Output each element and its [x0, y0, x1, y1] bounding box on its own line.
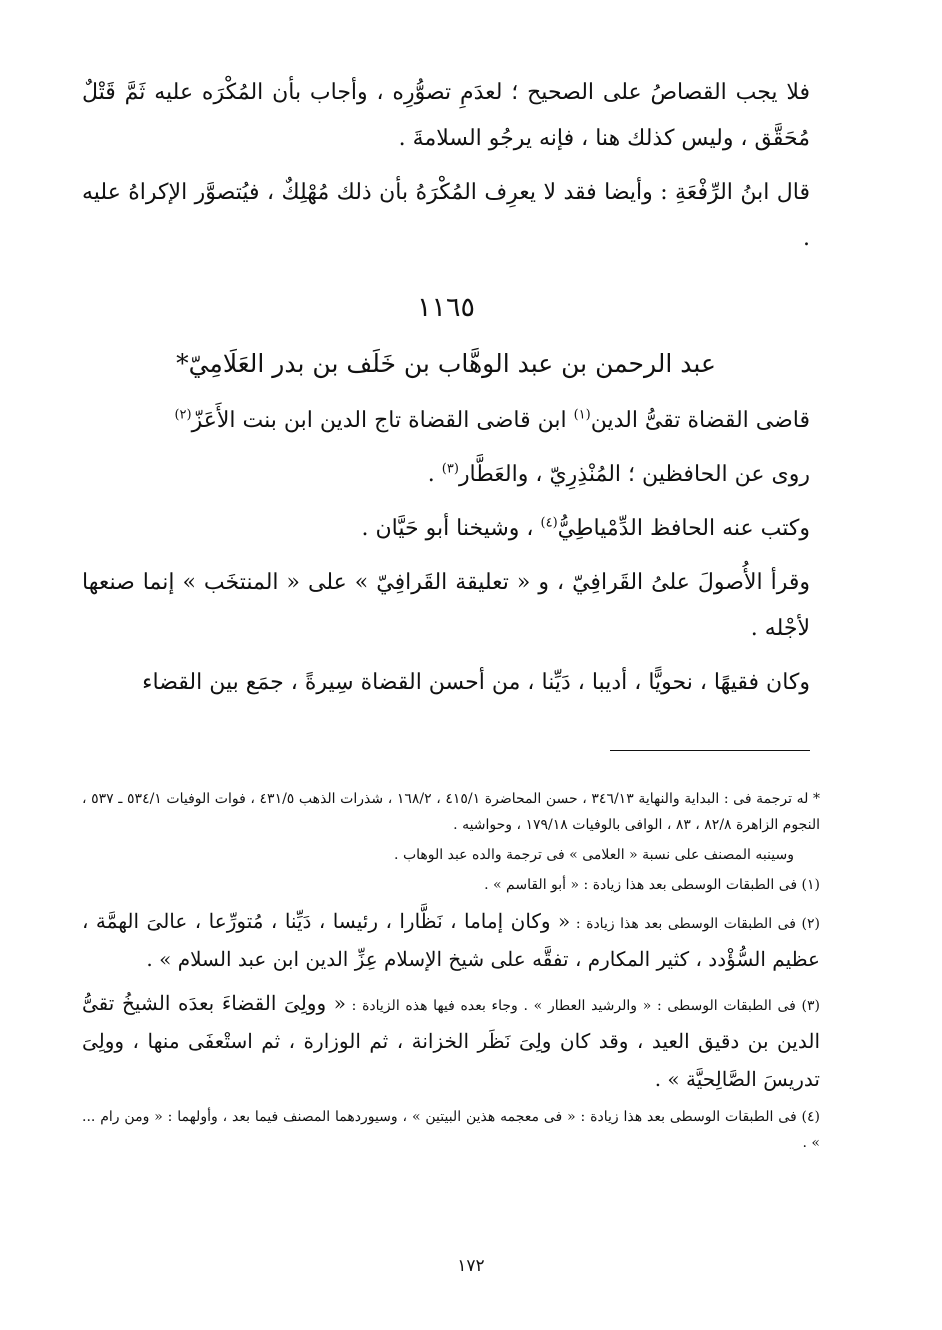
entry-line-title	[82, 398, 810, 444]
entry-line-students	[82, 506, 810, 552]
footnote-2-intro: (٢) فى الطبقات الوسطى بعد هذا زيادة :	[570, 916, 821, 932]
entry-line-students-text: وكتب عنه الحافظ الدِّمْياطِيُّ	[557, 516, 810, 541]
entry-line-narration-text: روى عن الحافظين ؛ المُنْذِرِيّ ، والعَطَّار	[458, 462, 810, 487]
footnote-3	[82, 984, 820, 1098]
entry-line-students-end: ، وشيخنا أبو حَيَّان .	[361, 516, 541, 541]
footnote-4: (٤) فى الطبقات الوسطى بعد هذا زيادة : « فى معجمه هذين البيتين » ، وسيوردهما المصنف فيما بعد ، وأولهما : « ومن رام ... » .	[82, 1109, 820, 1151]
footnote-star-continued: وسينبه المصنف على نسبة « العلامى » فى ترجمة والده عبد الوهاب .	[394, 847, 794, 863]
page-number: ١٧٢	[457, 1256, 485, 1276]
main-text	[82, 70, 810, 714]
entry-number: ١١٦٥	[416, 292, 475, 323]
footnote-ref-2: (٢)	[174, 407, 192, 423]
footnote-2-quote: « وكان إماما ، نَظَّارا ، رئيسا ، دَيِّنا ، مُتورِّعا ، عالىَ الهمَّة ، عظيم السُّؤْدد ، كثير المكارم ، تفقَّه على شيخ الإسلام عِزِّ الدين ابن عبد السلام » .	[82, 909, 820, 971]
entry-line-title-text-2: ابن قاضى القضاة تاج الدين ابن بنت الأَعَزّ	[191, 408, 574, 433]
footnote-1: (١) فى الطبقات الوسطى بعد هذا زيادة : « أبو القاسم » .	[484, 877, 820, 893]
body-paragraph-1: فلا يجب القصاصُ على الصحيح ؛ لعدَمِ تصوُّرِه ، وأجاب بأن المُكْرَه عليه ثَمَّ قَتْلٌ مُحَقَّق ، وليس كذلك هنا ، فإنه يرجُو السلامةَ .	[82, 80, 810, 151]
footnote-3-intro: (٣) فى الطبقات الوسطى : « والرشيد العطار » . وجاء بعده فيها هذه الزيادة :	[345, 998, 820, 1014]
entry-title: عبد الرحمن بن عبد الوهَّاب بن خَلَف بن بدر العَلَامِيّ*	[176, 349, 716, 378]
entry-paragraph-faqih: وكان فقيهًا ، نحويًّا ، أديبا ، دَيِّنا ، من أحسن القضاة سِيرةً ، جمَع بين القضاء	[142, 670, 810, 695]
footnote-ref-3: (٣)	[441, 461, 459, 477]
footnote-divider	[610, 750, 810, 751]
body-paragraph-2: قال ابنُ الرِّفْعَةِ : وأيضا فقد لا يعرِف المُكْرَهُ بأن ذلك مُهْلِكٌ ، فيُتصوَّر الإكراهُ عليه .	[82, 180, 810, 251]
entry-line-narration-end: .	[427, 462, 442, 487]
footnote-ref-1: (١)	[573, 407, 591, 423]
footnotes	[82, 786, 820, 1160]
footnote-ref-4: (٤)	[540, 515, 558, 531]
entry-paragraph-usul: وقرأ الأُصولَ علىُ القَرافِيّ ، و « تعليقة القَرافِيّ » على « المنتخَب » إنما صنعها لأجْله .	[82, 570, 810, 641]
entry-line-title-text: قاضى القضاة تقىُّ الدين	[590, 408, 810, 433]
footnote-2	[82, 902, 820, 978]
entry-line-narration	[82, 452, 810, 498]
footnote-star: * له ترجمة فى : البداية والنهاية ٣٤٦/١٣ ، حسن المحاضرة ٤١٥/١ ، ١٦٨/٢ ، شذرات الذهب ٤٣١/٥ ، فوات الوفيات ٥٣٤/١ ـ ٥٣٧ ، النجوم الزاهرة ٨٢/٨ ، ٨٣ ، الوافى بالوفيات ١٧٩/١٨ ، وحواشيه .	[82, 791, 820, 833]
footnote-3-quote: « وولِىَ القضاءَ بعدَه الشيخُ تقىُّ الدين بن دقيق العيد ، وقد كان ولِىَ نَظَر الخزانة ، ثم الوزارة ، ثم استْعفَى منها ، وولِىَ تدريسَ الصَّالِحيَّة » .	[82, 991, 820, 1091]
